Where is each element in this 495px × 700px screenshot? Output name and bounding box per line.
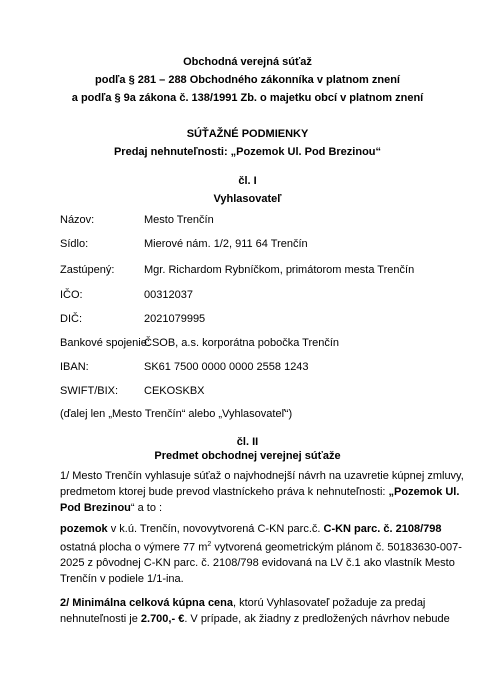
text-segment: “ a to : <box>130 502 163 514</box>
field-value: 00312037 <box>144 289 193 301</box>
field-row-name <box>60 214 460 228</box>
superscript: 2 <box>207 541 212 548</box>
text-segment: , ktorú Vyhlasovateľ požaduje za predaj <box>233 597 426 609</box>
article-1-number: čl. I <box>238 175 257 187</box>
field-label: Bankové spojenie: <box>60 337 150 349</box>
field-value: CEKOSKBX <box>144 385 205 397</box>
field-label: Názov: <box>60 214 95 226</box>
conditions-subtitle: Predaj nehnuteľnosti: „Pozemok Ul. Pod Brezinou“ <box>113 146 382 158</box>
field-value: Mesto Trenčín <box>144 214 214 226</box>
text-segment: vytvorená geometrickým plánom č. 50183630-007- <box>211 541 462 554</box>
header-line-1: Obchodná verejná súťaž <box>183 56 312 68</box>
text-segment: predmetom ktorej bude prevod vlastníckeho práva k nehnuteľnosti: <box>60 486 389 498</box>
min-price-heading: 2/ Minimálna celková kúpna cena <box>60 597 234 609</box>
field-row-seat <box>60 238 460 252</box>
text-segment: ostatná plocha o výmere 77 m <box>60 541 208 554</box>
paragraph-1-line-3 <box>60 502 162 514</box>
article-2-number: čl. II <box>236 436 259 448</box>
paragraph-2-line-3: 2025 z pôvodnej C-KN parc. č. 2108/798 evidovaná na LV č.1 ako vlastník Mesto <box>60 557 455 569</box>
paragraph-3-line-2 <box>60 613 450 625</box>
text-segment: nehnuteľnosti je <box>60 613 141 625</box>
paragraph-3-line-1 <box>60 597 425 609</box>
text-segment: v k.ú. Trenčín, novovytvorená C-KN parc.č. <box>107 523 324 535</box>
field-label: Sídlo: <box>60 238 89 250</box>
field-value: Mierové nám. 1/2, 911 64 Trenčín <box>144 238 308 250</box>
field-value: Mgr. Richardom Rybníčkom, primátorom mesta Trenčín <box>144 264 415 276</box>
parcel-number: C-KN parc. č. 2108/798 <box>323 523 442 535</box>
field-value: ČSOB, a.s. korporátna pobočka Trenčín <box>144 337 340 349</box>
field-label: DIČ: <box>60 313 82 325</box>
min-price-value: 2.700,- € <box>140 613 185 625</box>
field-row-ico <box>60 289 460 303</box>
field-row-bank <box>60 337 460 351</box>
article-1-title: Vyhlasovateľ <box>213 193 282 205</box>
property-name-part: „Pozemok Ul. <box>388 486 460 498</box>
field-label: SWIFT/BIX: <box>60 385 119 397</box>
paragraph-1-line-2 <box>60 486 459 498</box>
header-line-3: a podľa § 9a zákona č. 138/1991 Zb. o majetku obcí v platnom znení <box>71 92 424 104</box>
field-row-swift <box>60 385 460 399</box>
paragraph-2-line-2 <box>60 541 462 554</box>
property-name-part: Pod Brezinou <box>60 502 131 514</box>
field-label: Zastúpený: <box>60 264 115 276</box>
article-2-title: Predmet obchodnej verejnej súťaže <box>154 450 341 462</box>
header-line-2: podľa § 281 – 288 Obchodného zákonníka v platnom znení <box>95 74 400 86</box>
article-1-note: (ďalej len „Mesto Trenčín“ alebo „Vyhlasovateľ“) <box>60 408 293 420</box>
paragraph-2-line-1 <box>60 523 442 535</box>
field-label: IČO: <box>60 289 83 301</box>
field-value: 2021079995 <box>144 313 206 325</box>
paragraph-2-line-4: Trenčín v podiele 1/1-ina. <box>60 573 184 585</box>
field-row-dic <box>60 313 460 327</box>
paragraph-1-line-1: 1/ Mesto Trenčín vyhlasuje súťaž o najvhodnejší návrh na uzavretie kúpnej zmluvy, <box>60 470 464 482</box>
land-term: pozemok <box>60 523 108 535</box>
conditions-title: SÚŤAŽNÉ PODMIENKY <box>186 128 309 140</box>
text-segment: . V prípade, ak žiadny z predložených návrhov nebude <box>184 613 450 625</box>
field-row-represented <box>60 264 460 278</box>
field-row-iban <box>60 361 460 375</box>
field-label: IBAN: <box>60 361 89 373</box>
field-value: SK61 7500 0000 0000 2558 1243 <box>144 361 309 373</box>
